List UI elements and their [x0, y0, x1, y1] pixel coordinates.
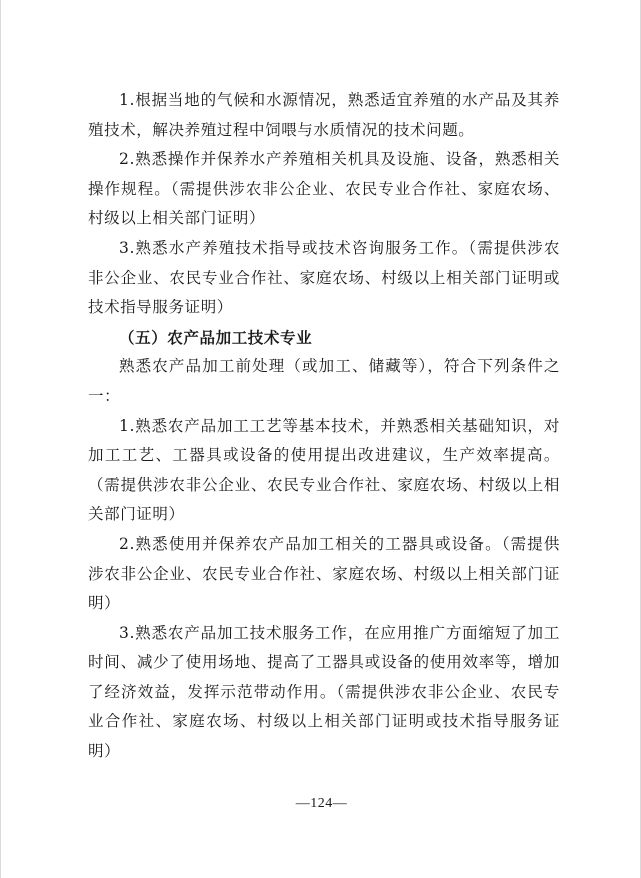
- section-item-2: 2.熟悉使用并保养农产品加工相关的工器具或设备。（需提供涉农非公企业、农民专业合作社、家庭农场、村级以上相关部门证明）: [88, 534, 560, 613]
- section-heading: （五）农产品加工技术专业: [119, 327, 313, 347]
- paragraph-item-3: 3.熟悉水产养殖技术指导或技术咨询服务工作。（需提供涉农非公企业、农民专业合作社、家庭农场、村级以上相关部门证明或技术指导服务证明）: [88, 238, 560, 317]
- paragraph-item-1: 1.根据当地的气候和水源情况，熟悉适宜养殖的水产品及其养殖技术，解决养殖过程中饲喂与水质情况的技术问题。: [88, 91, 560, 139]
- paragraph-item-2: 2.熟悉操作并保养水产养殖相关机具及设施、设备，熟悉相关操作规程。（需提供涉农非公企业、农民专业合作社、家庭农场、村级以上相关部门证明）: [88, 150, 560, 228]
- section-item-1: 1.熟悉农产品加工工艺等基本技术，并熟悉相关基础知识，对加工工艺、工器具或设备的使用提出改进建议，生产效率提高。（需提供涉农非公企业、农民专业合作社、家庭农场、村级以上相关部门证明）: [88, 416, 560, 524]
- page-number: —124—: [295, 796, 348, 811]
- section-intro: 熟悉农产品加工前处理（或加工、储藏等），符合下列条件之一：: [88, 357, 560, 405]
- page-content: [88, 86, 560, 767]
- section-item-3: 3.熟悉农产品加工技术服务工作，在应用推广方面缩短了加工时间、减少了使用场地、提高了工器具或设备的使用效率等，增加了经济效益，发挥示范带动作用。（需提供涉农非公企业、农民专业合作社、家庭农场、村级以上相关部门证明或技术指导服务证明）: [88, 623, 560, 761]
